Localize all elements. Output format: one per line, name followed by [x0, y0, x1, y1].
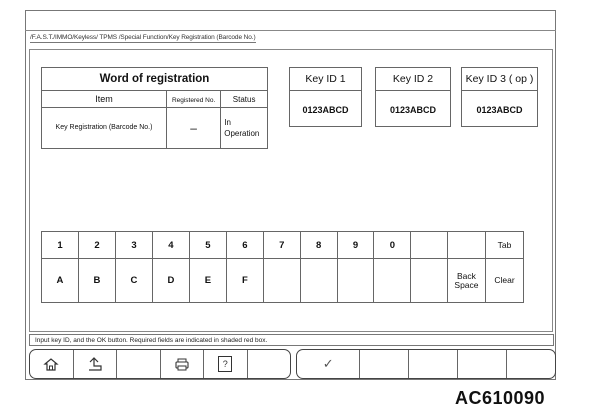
print-button[interactable]: [161, 350, 205, 378]
home-button[interactable]: [30, 350, 74, 378]
print-icon: [173, 356, 191, 372]
column-header-registered: Registered No.: [171, 97, 216, 105]
home-icon: [43, 356, 59, 372]
key-blank[interactable]: [447, 232, 485, 259]
key-c[interactable]: C: [115, 259, 152, 303]
column-header-item: Item: [42, 91, 167, 108]
empty-button[interactable]: [248, 350, 291, 378]
key-4[interactable]: 4: [152, 232, 189, 259]
key-blank[interactable]: [263, 259, 300, 303]
key-blank[interactable]: [411, 232, 448, 259]
key-id-3-value: 0123ABCD: [476, 104, 523, 115]
key-id-1-box[interactable]: [289, 67, 362, 127]
empty-button[interactable]: [507, 350, 555, 378]
row-item: Key Registration (Barcode No.): [42, 107, 167, 148]
ok-button[interactable]: [297, 350, 360, 378]
breadcrumb: /F.A.S.T./IMMO/Keyless/ TPMS /Special Function/Key Registration (Barcode No.): [30, 34, 256, 41]
key-5[interactable]: 5: [189, 232, 226, 259]
key-blank[interactable]: [374, 259, 411, 303]
left-toolbar: [29, 349, 291, 379]
key-id-3-box[interactable]: [461, 67, 538, 127]
key-6[interactable]: 6: [226, 232, 263, 259]
key-tab[interactable]: Tab: [486, 232, 524, 259]
key-id-2-label: Key ID 2: [376, 68, 450, 91]
row-status: In Operation: [221, 107, 268, 148]
registration-table-title: Word of registration: [42, 68, 268, 91]
key-d[interactable]: D: [152, 259, 189, 303]
back-icon: [86, 356, 104, 372]
key-e[interactable]: E: [189, 259, 226, 303]
key-id-3-label: Key ID 3 ( op ): [462, 68, 537, 91]
key-blank[interactable]: [337, 259, 374, 303]
key-id-2-value: 0123ABCD: [389, 104, 437, 115]
key-7[interactable]: 7: [263, 232, 300, 259]
status-message: Input key ID, and the OK button. Required fields are indicated in shaded red box.: [29, 334, 554, 346]
key-3[interactable]: 3: [115, 232, 152, 259]
key-b[interactable]: B: [78, 259, 115, 303]
key-2[interactable]: 2: [78, 232, 115, 259]
empty-button[interactable]: [117, 350, 161, 378]
key-a[interactable]: A: [42, 259, 79, 303]
key-0[interactable]: 0: [374, 232, 411, 259]
key-backspace[interactable]: Back Space: [447, 259, 485, 303]
key-blank[interactable]: [300, 259, 337, 303]
figure-code: AC610090: [455, 388, 546, 408]
key-8[interactable]: 8: [300, 232, 337, 259]
row-registered: –: [167, 107, 221, 148]
key-id-1-label: Key ID 1: [290, 68, 361, 91]
key-blank[interactable]: [411, 259, 448, 303]
help-icon: ?: [218, 356, 232, 372]
help-button[interactable]: [204, 350, 248, 378]
registration-table: [41, 67, 268, 149]
column-header-status: Status: [232, 95, 256, 105]
key-id-2-box[interactable]: [375, 67, 451, 127]
key-clear[interactable]: Clear: [486, 259, 524, 303]
key-f[interactable]: F: [226, 259, 263, 303]
keypad: [41, 231, 524, 303]
empty-button[interactable]: [360, 350, 409, 378]
key-1[interactable]: 1: [42, 232, 79, 259]
empty-button[interactable]: [409, 350, 458, 378]
checkmark-icon: ✓: [322, 356, 334, 371]
key-id-1-value: 0123ABCD: [302, 104, 349, 115]
right-toolbar: [296, 349, 556, 379]
empty-button[interactable]: [458, 350, 507, 378]
key-9[interactable]: 9: [337, 232, 374, 259]
back-button[interactable]: [74, 350, 118, 378]
title-bar: [25, 10, 556, 31]
